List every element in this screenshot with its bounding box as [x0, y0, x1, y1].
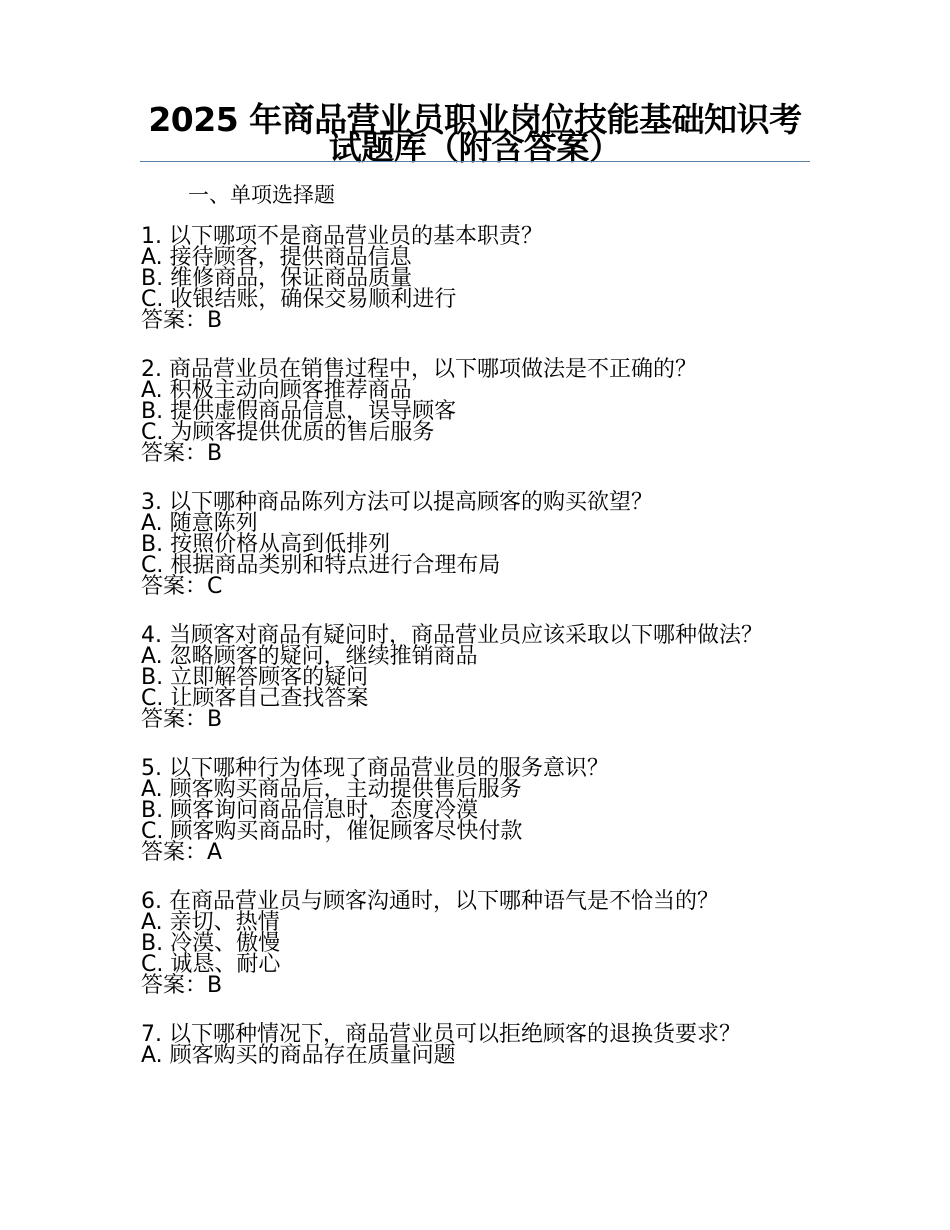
option-b: B. 按照价格从高到低排列	[141, 532, 391, 557]
option-b: B. 立即解答顾客的疑问	[141, 665, 369, 690]
question-item	[141, 1024, 801, 1066]
section-heading: 一、单项选择题	[188, 183, 335, 207]
answer: 答案：C	[141, 574, 223, 599]
option-c: C. 收银结账，确保交易顺利进行	[141, 287, 457, 312]
answer: 答案：B	[141, 973, 223, 998]
option-b: B. 维修商品，保证商品质量	[141, 266, 413, 291]
question-stem: 4. 当顾客对商品有疑问时，商品营业员应该采取以下哪种做法？	[141, 623, 763, 648]
answer: 答案：A	[141, 840, 223, 865]
option-a: A. 顾客购买商品后，主动提供售后服务	[141, 777, 522, 802]
question-stem: 2. 商品营业员在销售过程中，以下哪项做法是不正确的？	[141, 357, 697, 382]
question-item	[141, 625, 801, 730]
question-stem: 1. 以下哪项不是商品营业员的基本职责？	[141, 224, 543, 249]
option-a: A. 积极主动向顾客推荐商品	[141, 378, 412, 403]
option-b: B. 冷漠、傲慢	[141, 931, 281, 956]
document-title: 2025 年商品营业员职业岗位技能基础知识考试题库（附含答案）	[148, 100, 802, 167]
question-item	[141, 891, 801, 996]
question-stem: 6. 在商品营业员与顾客沟通时，以下哪种语气是不恰当的？	[141, 889, 719, 914]
option-b: B. 提供虚假商品信息，误导顾客	[141, 399, 457, 424]
question-stem: 5. 以下哪种行为体现了商品营业员的服务意识？	[141, 756, 609, 781]
option-c: C. 为顾客提供优质的售后服务	[141, 420, 435, 445]
answer: 答案：B	[141, 308, 223, 333]
option-c: C. 根据商品类别和特点进行合理布局	[141, 553, 501, 578]
option-c: C. 顾客购买商品时，催促顾客尽快付款	[141, 819, 523, 844]
question-stem: 3. 以下哪种商品陈列方法可以提高顾客的购买欲望？	[141, 490, 653, 515]
answer: 答案：B	[141, 707, 223, 732]
option-a: A. 顾客购买的商品存在质量问题	[141, 1043, 456, 1068]
question-item	[141, 758, 801, 863]
question-item	[141, 226, 801, 331]
option-a: A. 接待顾客，提供商品信息	[141, 245, 412, 270]
option-b: B. 顾客询问商品信息时，态度冷漠	[141, 798, 479, 823]
answer: 答案：B	[141, 441, 223, 466]
option-c: C. 诚恳、耐心	[141, 952, 281, 977]
option-a: A. 亲切、热情	[141, 910, 280, 935]
option-a: A. 随意陈列	[141, 511, 258, 536]
question-stem: 7. 以下哪种情况下，商品营业员可以拒绝顾客的退换货要求？	[141, 1022, 741, 1047]
question-item	[141, 492, 801, 597]
title-underline	[140, 161, 810, 162]
question-list	[141, 226, 801, 1094]
option-a: A. 忽略顾客的疑问，继续推销商品	[141, 644, 478, 669]
option-c: C. 让顾客自己查找答案	[141, 686, 369, 711]
question-item	[141, 359, 801, 464]
